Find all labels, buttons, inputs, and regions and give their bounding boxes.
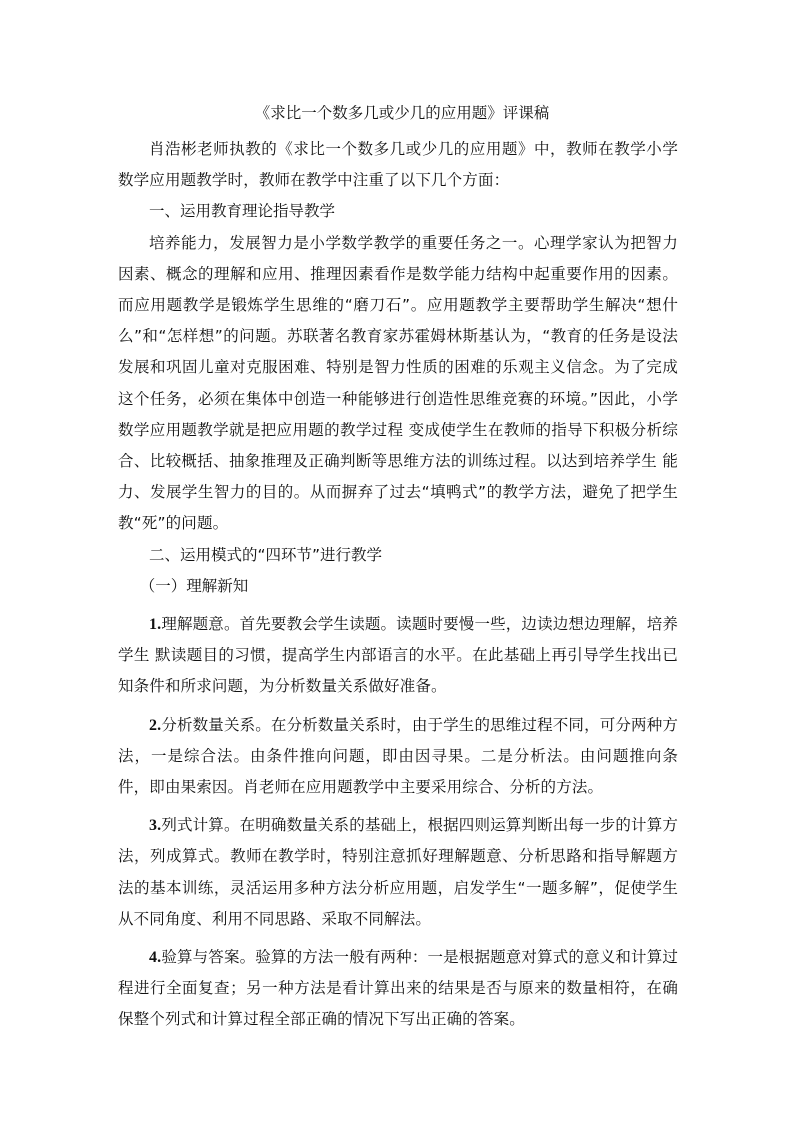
item-text: 理解题意。首先要教会学生读题。读题时要慢一些，边读边想边理解，培养学生 默读题目的习惯，提高学生内部语言的水平。在此基础上再引导学生找出已知条件和所求问题，为分析数量关系做好准备。	[118, 615, 678, 696]
list-item-4	[118, 942, 678, 1036]
item-text: 验算与答案。验算的方法一般有两种：一是根据题意对算式的意义和计算过程进行全面复查；另一种方法是看计算出来的结果是否与原来的数量相符，在确保整个列式和计算过程全部正确的情况下写出正确的答案。	[118, 948, 678, 1029]
item-number: 1.	[149, 616, 162, 634]
list-item-3	[118, 810, 678, 935]
list-item-1	[118, 609, 678, 703]
item-number: 4.	[149, 949, 162, 967]
section-heading-1: 一、运用教育理论指导教学	[149, 202, 336, 221]
list-item-2	[118, 710, 678, 804]
document-page	[118, 98, 678, 1036]
sub-heading-understand: （一）理解新知	[139, 576, 249, 595]
item-number: 2.	[149, 716, 162, 734]
document-title: 《求比一个数多几或少几的应用题》评课稿	[254, 104, 550, 122]
item-text: 分析数量关系。在分析数量关系时，由于学生的思维过程不同，可分两种方法，一是综合法。由条件推向问题，即由因寻果。二是分析法。由问题推向条件，即由果索因。肖老师在应用题教学中主要采用综合、分析的方法。	[118, 715, 678, 797]
intro-paragraph: 肖浩彬老师执教的《求比一个数多几或少几的应用题》中，教师在教学小学数学应用题教学时，教师在教学中注重了以下几个方面：	[118, 140, 678, 190]
item-text: 列式计算。在明确数量关系的基础上，根据四则运算判断出每一步的计算方法，列成算式。教师在教学时，特别注意抓好理解题意、分析思路和指导解题方法的基本训练，灵活运用多种方法分析应用题，启发学生“一题多解”，促使学生从不同角度、利用不同思路、采取不同解法。	[118, 816, 678, 928]
section-heading-2: 二、运用模式的“四环节”进行教学	[149, 545, 383, 564]
item-number: 3.	[149, 817, 162, 835]
section-1-paragraph: 培养能力，发展智力是小学数学教学的重要任务之一。心理学家认为把智力因素、概念的理解和应用、推理因素看作是数学能力结构中起重要作用的因素。而应用题教学是锻炼学生思维的“磨刀石”。应用题教学主要帮助学生解决“想什么”和“怎样想”的问题。苏联著名教育家苏霍姆林斯基认为，“教育的任务是设法发展和巩固儿童对克服困难、特别是智力性质的困难的乐观主义信念。为了完成这个任务，必须在集体中创造一种能够进行创造性思维竞赛的环境。”因此，小学数学应用题教学就是把应用题的教学过程 变成使学生在教师的指导下积极分析综合、比较概括、抽象推理及正确判断等思维方法的训练过程。以达到培养学生 能力、发展学生智力的目的。从而摒弃了过去“填鸭式”的教学方法，避免了把学生教“死”的问题。	[118, 233, 678, 533]
